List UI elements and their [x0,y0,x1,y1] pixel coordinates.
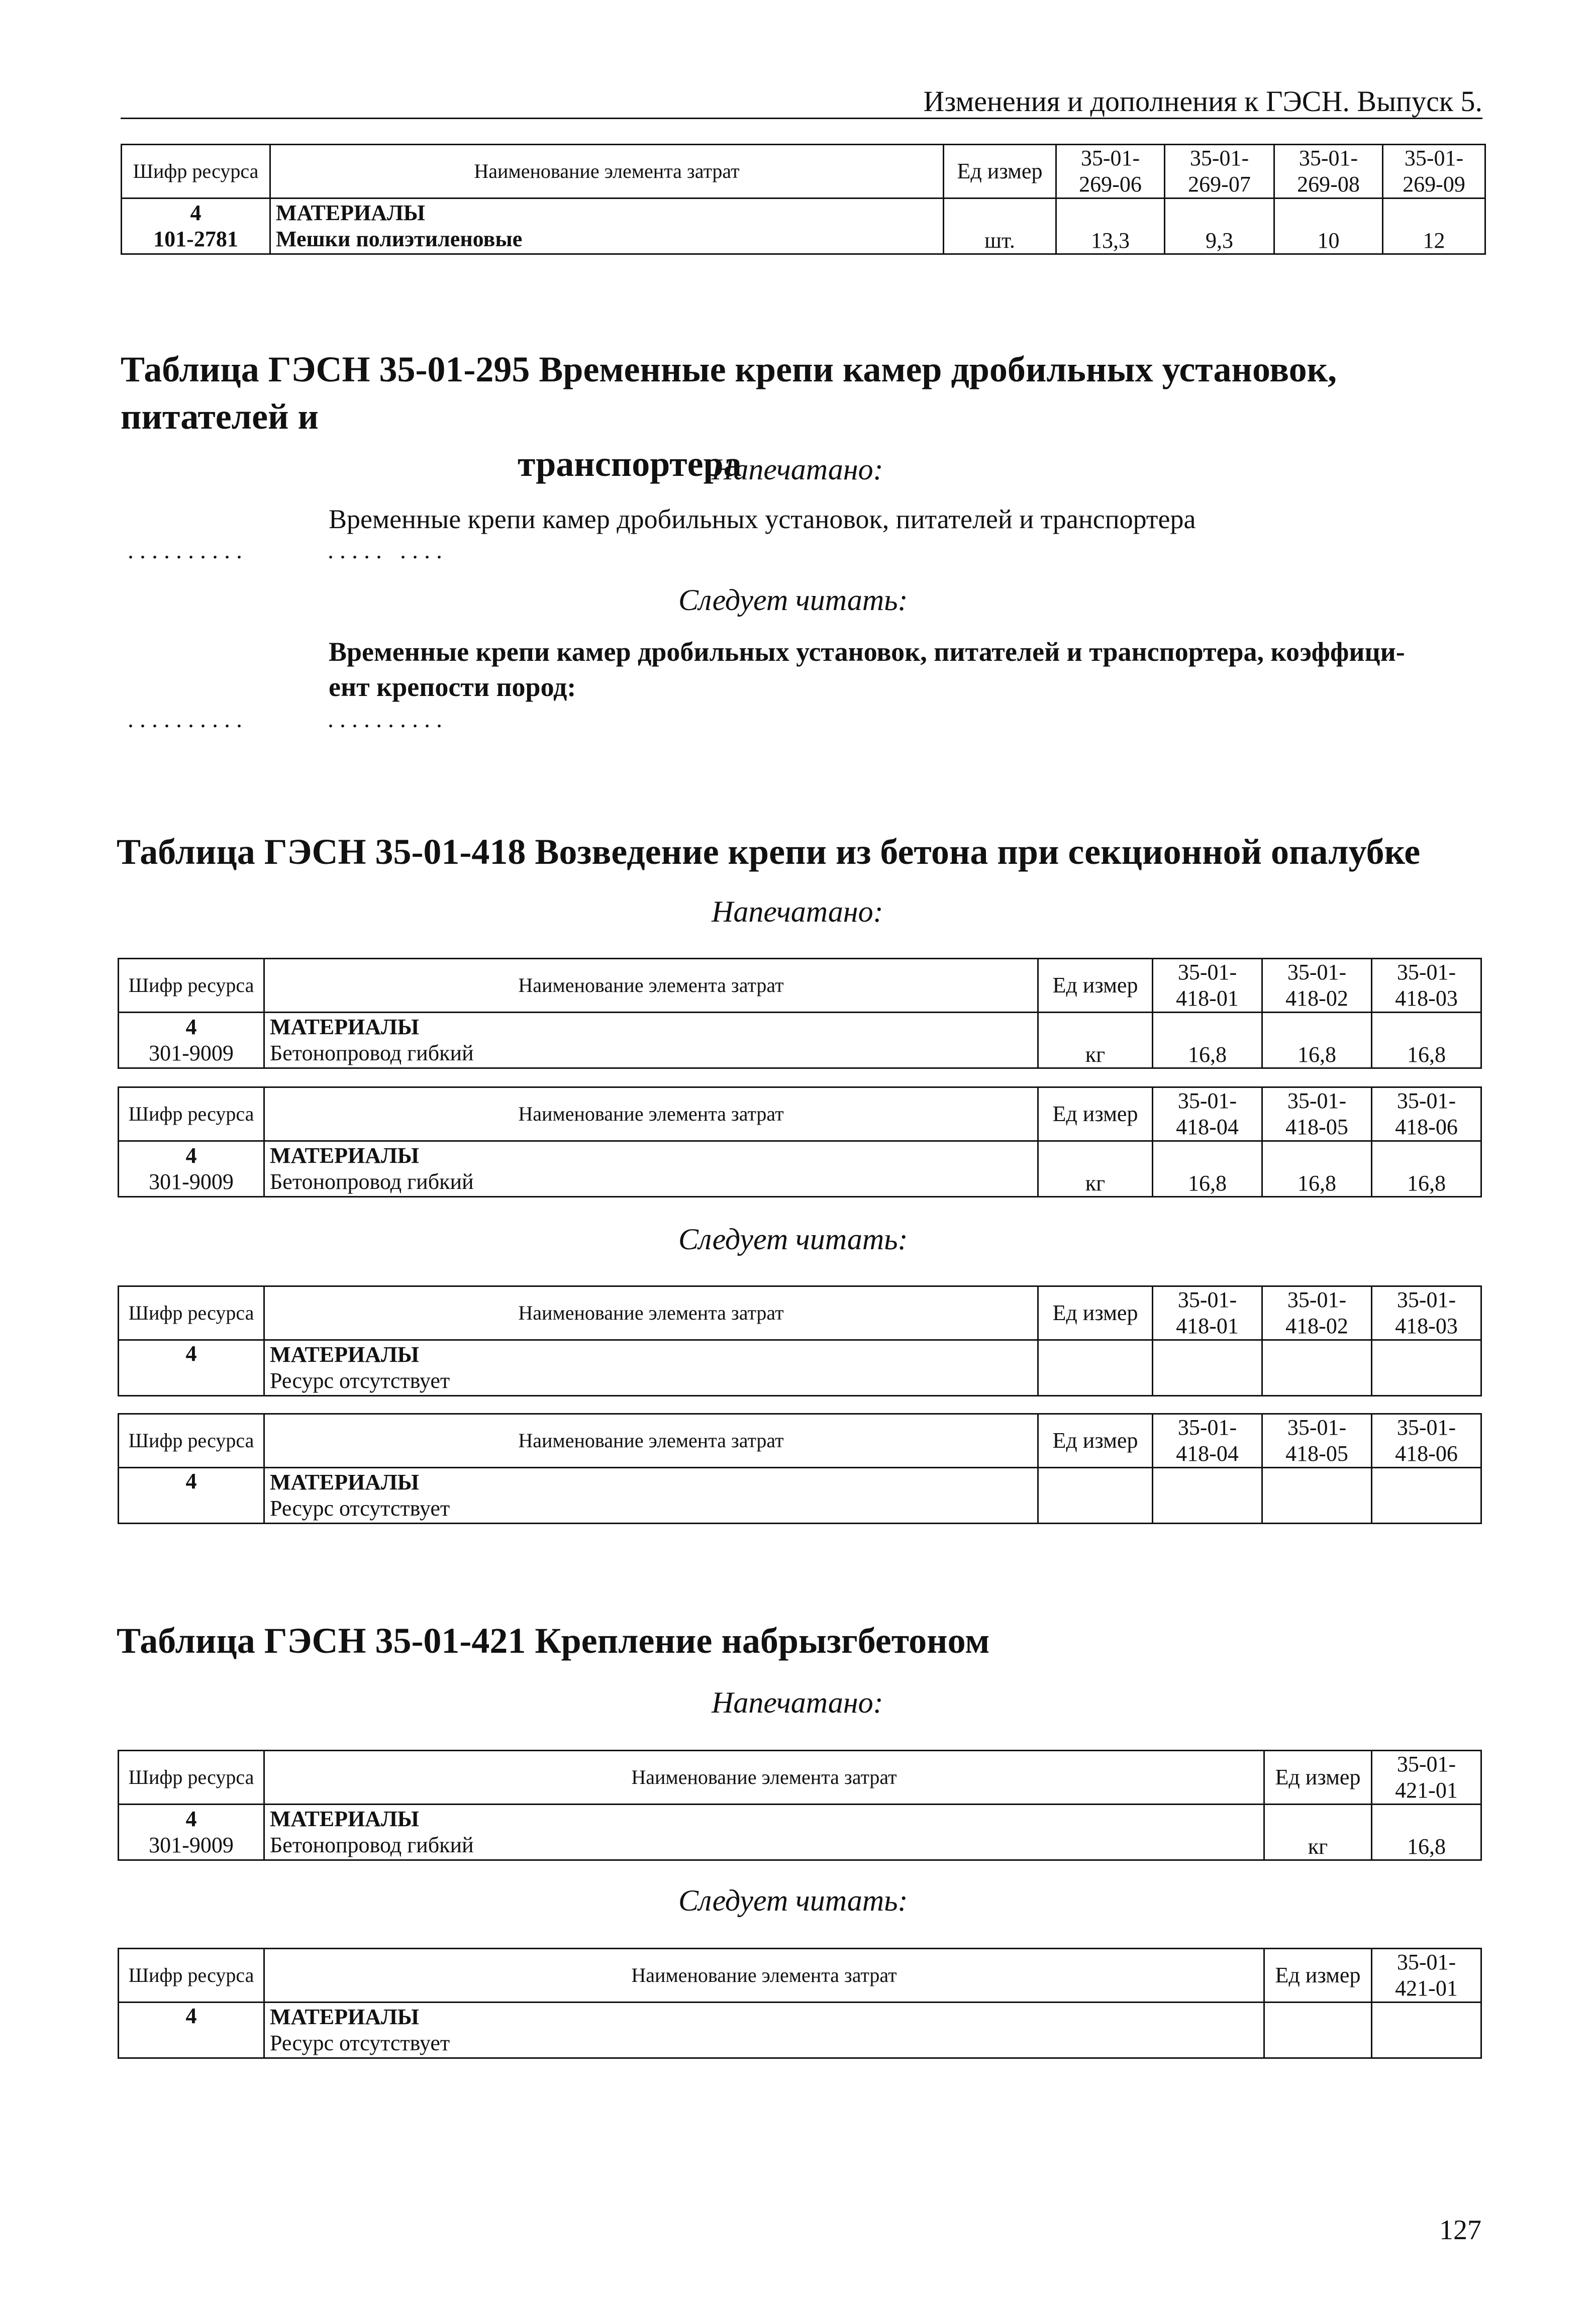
col-header-269-09: 35-01- 269-09 [1383,145,1485,198]
table-row: 4 101-2781 МАТЕРИАЛЫ Мешки полиэтиленовые шт. 13,3 9,3 10 12 [122,198,1485,254]
table-418-printed-b: Шифр ресурса Наименование элемента затрат Ед измер 35-01- 418-04 35-01- 418-05 35-01- 418-06 4 301-9009 МАТЕРИАЛЫ Бетонопровод гибкий кг 16,8 16,8 16,8 [118,1086,1482,1197]
should-read-text-295: Временные крепи камер дробильных установок, питателей и транспортера, коэффици- ент крепости пород: [329,637,1405,702]
col-header-269-06: 35-01- 269-06 [1056,145,1165,198]
should-read-label-418: Следует читать: [678,1223,908,1256]
table-421-printed: Шифр ресурса Наименование элемента затрат Ед измер 35-01- 421-01 4 301-9009 МАТЕРИАЛЫ Бетонопровод гибкий кг 16,8 [118,1750,1482,1861]
col-header-name: Наименование элемента затрат [270,145,944,198]
printed-text-295: Временные крепи камер дробильных установок, питателей и транспортера [329,504,1196,534]
header-rule [121,118,1482,119]
dots-left: .......... [128,537,248,564]
page-number: 127 [1439,2215,1481,2246]
printed-label-421: Напечатано: [712,1686,883,1719]
dots-right: .......... [328,706,448,733]
table-row: 4 301-9009 МАТЕРИАЛЫ Бетонопровод гибкий кг 16,8 16,8 16,8 [119,1013,1481,1068]
printed-label-295: Напечатано: [712,453,883,486]
section-title-421: Таблица ГЭСН 35-01-421 Крепление набрызгбетоном [117,1621,990,1661]
table-row: 4 МАТЕРИАЛЫ Ресурс отсутствует [119,1340,1481,1396]
table-row: 4 МАТЕРИАЛЫ Ресурс отсутствует [119,2003,1481,2058]
col-header-unit: Ед измер [944,145,1056,198]
dots-left: .......... [128,706,248,733]
col-header-269-07: 35-01- 269-07 [1165,145,1274,198]
table-421-read: Шифр ресурса Наименование элемента затрат Ед измер 35-01- 421-01 4 МАТЕРИАЛЫ Ресурс отсутствует [118,1948,1482,2059]
table-418-read-a: Шифр ресурса Наименование элемента затрат Ед измер 35-01- 418-01 35-01- 418-02 35-01- 418-03 4 МАТЕРИАЛЫ Ресурс отсутствует [118,1285,1482,1396]
table-418-read-b: Шифр ресурса Наименование элемента затрат Ед измер 35-01- 418-04 35-01- 418-05 35-01- 418-06 4 МАТЕРИАЛЫ Ресурс отсутствует [118,1413,1482,1524]
table-row: 4 301-9009 МАТЕРИАЛЫ Бетонопровод гибкий кг 16,8 16,8 16,8 [119,1141,1481,1197]
should-read-label-421: Следует читать: [678,1884,908,1917]
table-row: 4 301-9009 МАТЕРИАЛЫ Бетонопровод гибкий кг 16,8 [119,1805,1481,1860]
section-title-295: Таблица ГЭСН 35-01-295 Временные крепи камер дробильных установок, питателей и транспортера [121,349,1337,484]
should-read-label-295: Следует читать: [678,583,908,617]
printed-label-418: Напечатано: [712,895,883,928]
section-title-418: Таблица ГЭСН 35-01-418 Возведение крепи из бетона при секционной опалубке [117,832,1421,872]
running-header: Изменения и дополнения к ГЭСН. Выпуск 5. [923,85,1482,118]
col-header-269-08: 35-01- 269-08 [1274,145,1383,198]
table-418-printed-a: Шифр ресурса Наименование элемента затрат Ед измер 35-01- 418-01 35-01- 418-02 35-01- 418-03 4 301-9009 МАТЕРИАЛЫ Бетонопровод гибкий кг 16,8 16,8 16,8 [118,958,1482,1069]
table-row: 4 МАТЕРИАЛЫ Ресурс отсутствует [119,1468,1481,1524]
dots-right: ..... .... [328,537,448,564]
col-header-code: Шифр ресурса [122,145,270,198]
table-269 [121,144,1486,255]
